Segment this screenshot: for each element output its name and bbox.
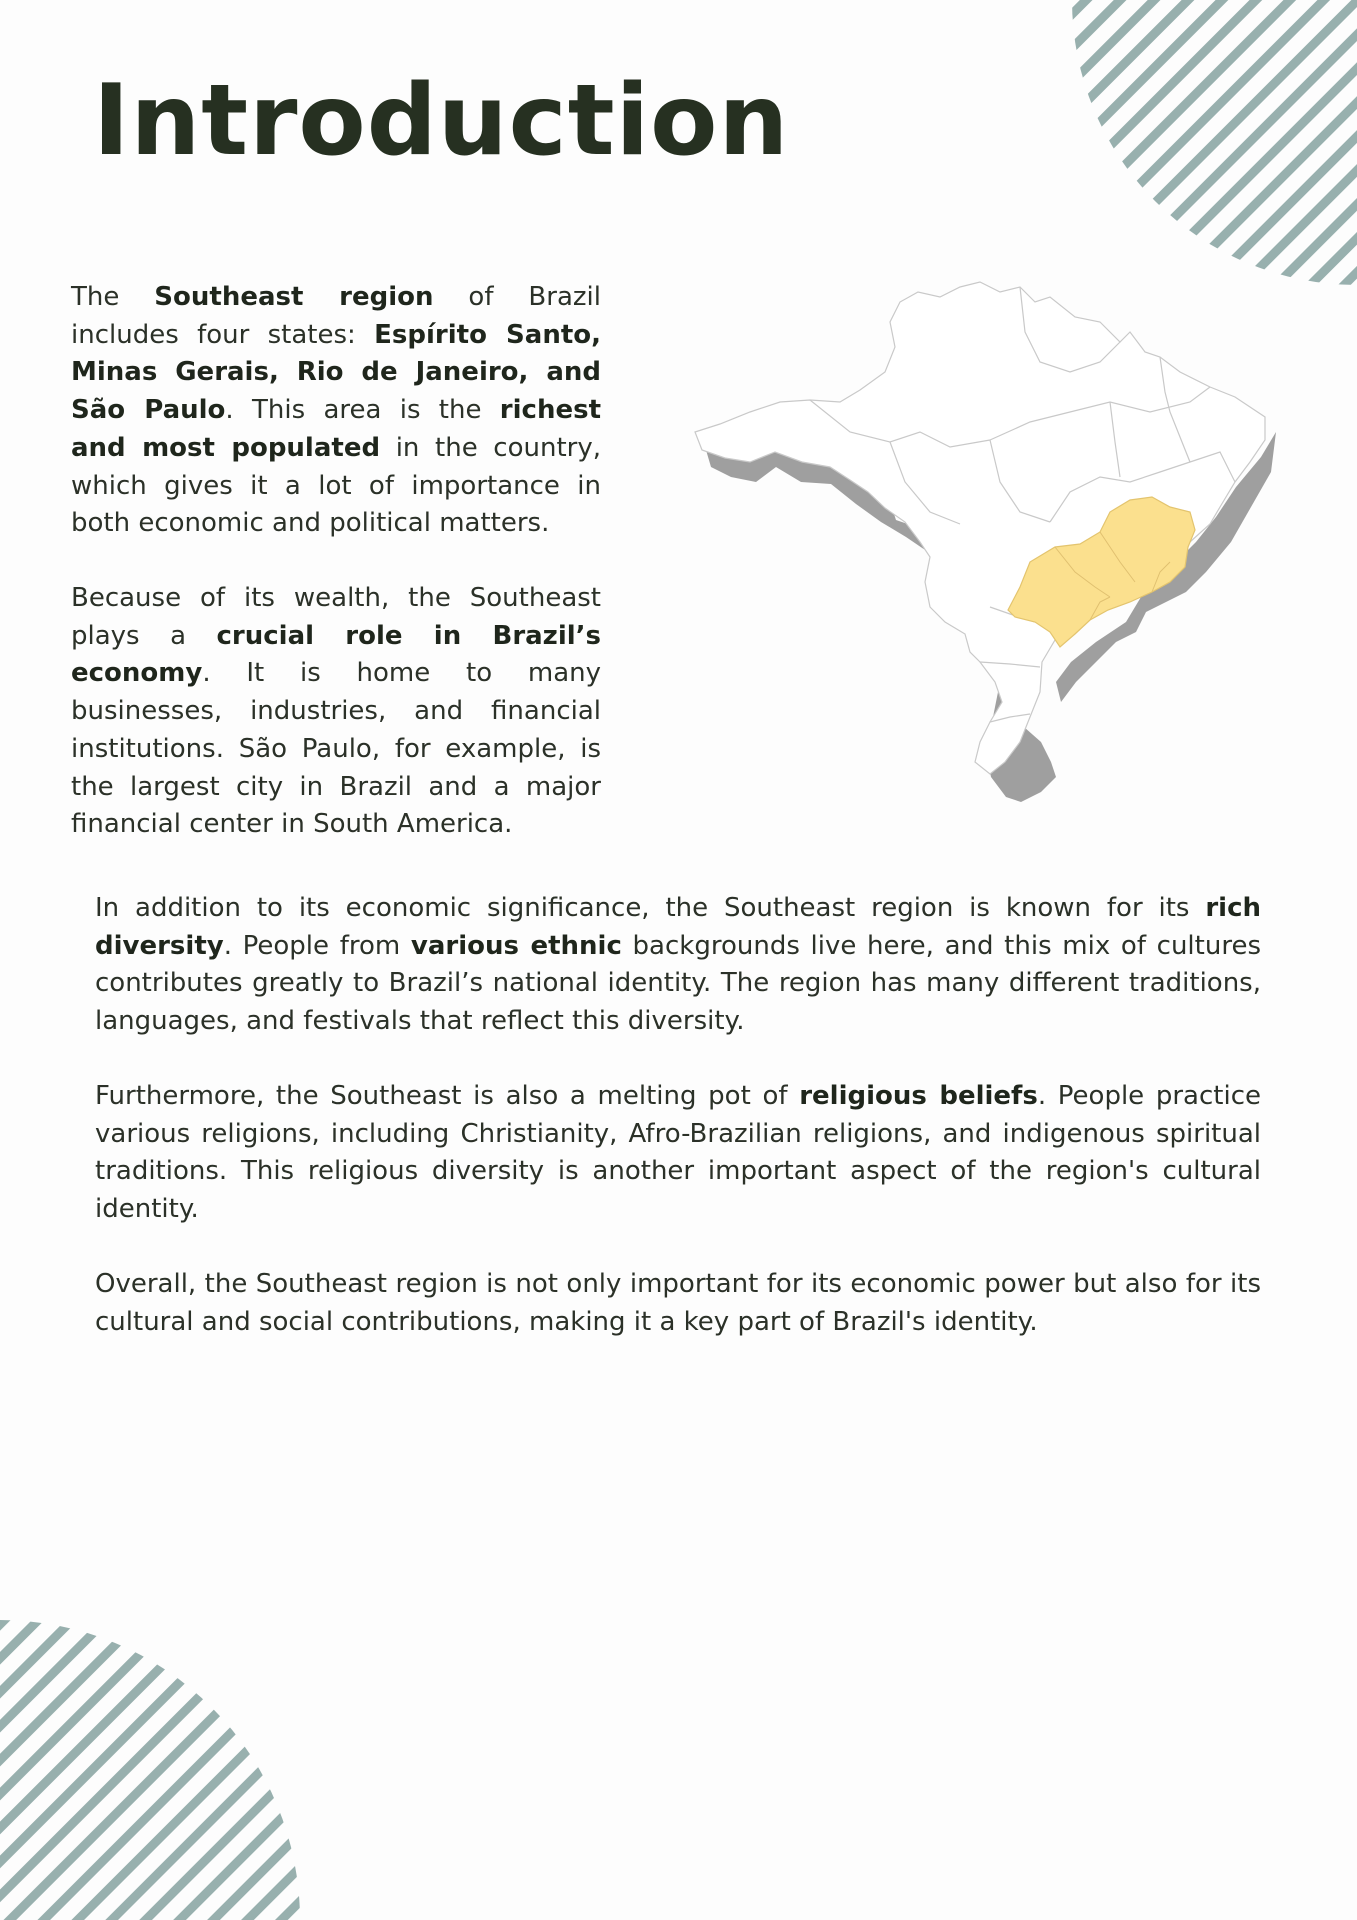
paragraph-conclusion: Overall, the Southeast region is not only important for its economic power but also for its cultural and social contributions, making it a key part of Brazil's identity. <box>95 1269 1261 1337</box>
page-title: Introduction <box>93 64 790 178</box>
paragraph-economy: Because of its wealth, the Southeast plays a crucial role in Brazil’s economy. It is home to many businesses, industries, and financial institutions. São Paulo, for example, is the largest city in Brazil and a major financial center in South America. <box>71 583 601 840</box>
brazil-map <box>690 262 1280 807</box>
paragraph-states: The Southeast region of Brazil includes four states: Espírito Santo, Minas Gerais, Rio de Janeiro, and São Paulo. This area is the richest and most populated in the country, which gives it a lot of importance in both economic and political matters. <box>71 282 602 539</box>
paragraph-religion: Furthermore, the Southeast is also a melting pot of religious beliefs. People practice various religions, including Christianity, Afro-Brazilian religions, and indigenous spiritual traditions. This religious diversity is another important aspect of the region's cultural identity. <box>95 1081 1261 1225</box>
paragraph-diversity: In addition to its economic significance, the Southeast region is known for its rich diversity. People from various ethnic backgrounds live here, and this mix of cultures contributes greatly to Brazil’s national identity. The region has many different traditions, languages, and festivals that reflect this diversity. <box>95 893 1261 1037</box>
decorative-stripes-bottom <box>0 1618 340 1920</box>
decorative-stripes-top <box>978 0 1357 290</box>
